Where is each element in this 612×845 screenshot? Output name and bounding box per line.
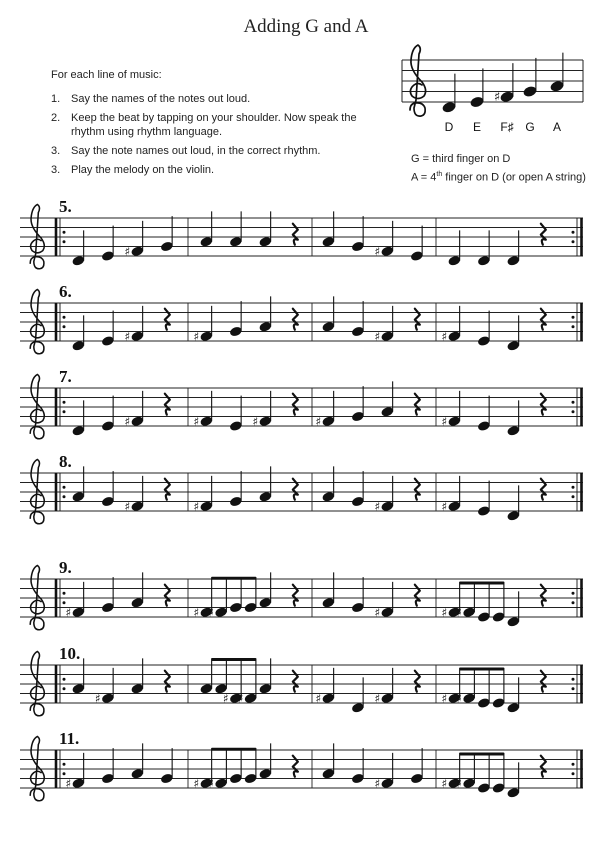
music-line xyxy=(20,367,583,439)
repeat-dot xyxy=(63,316,66,319)
quarter-rest xyxy=(541,756,546,777)
quarter-rest xyxy=(415,479,420,500)
sharp-sign: ♯ xyxy=(441,691,448,706)
quarter-rest xyxy=(293,479,298,500)
quarter-rest xyxy=(165,671,170,692)
line-number: 5. xyxy=(59,197,72,216)
music-line xyxy=(20,282,583,354)
reference-staff xyxy=(402,45,583,116)
instruction-item: 3. Play the melody on the violin. xyxy=(51,164,215,176)
sharp-sign: ♯ xyxy=(65,605,72,620)
sharp-sign: ♯ xyxy=(208,776,214,791)
quarter-rest xyxy=(541,394,546,415)
quarter-rest xyxy=(165,479,170,500)
note-label-e: E xyxy=(472,120,482,134)
music-line xyxy=(20,452,583,524)
repeat-dot xyxy=(63,601,66,604)
quarter-rest xyxy=(415,671,420,692)
instruction-item: 2. Keep the beat by tapping on your shoulder. Now speak the rhythm using rhythm language. xyxy=(51,112,357,138)
instructions-intro: For each line of music: xyxy=(51,69,162,81)
line-number: 7. xyxy=(59,367,72,386)
quarter-rest xyxy=(541,671,546,692)
sharp-sign: ♯ xyxy=(374,776,381,791)
quarter-rest xyxy=(541,309,546,330)
sharp-sign: ♯ xyxy=(208,605,214,620)
sharp-sign: ♯ xyxy=(124,244,131,259)
quarter-rest xyxy=(541,224,546,245)
repeat-dot xyxy=(63,401,66,404)
sharp-sign: ♯ xyxy=(441,329,448,344)
quarter-rest xyxy=(415,585,420,606)
sharp-sign: ♯ xyxy=(441,499,448,514)
page-title: Adding G and A xyxy=(243,16,369,37)
quarter-rest xyxy=(165,309,170,330)
sharp-sign: ♯ xyxy=(374,329,381,344)
repeat-dot xyxy=(572,410,575,413)
sharp-sign: ♯ xyxy=(222,691,229,706)
instruction-item: 1. Say the names of the notes out loud. xyxy=(51,93,251,105)
music-lines xyxy=(20,197,583,801)
repeat-dot xyxy=(572,763,575,766)
quarter-rest xyxy=(293,309,298,330)
quarter-rest xyxy=(415,394,420,415)
repeat-dot xyxy=(572,678,575,681)
sharp-sign: ♯ xyxy=(193,605,200,620)
repeat-dot xyxy=(572,495,575,498)
note-label-f-sharp: F♯ xyxy=(500,120,514,134)
line-number: 11. xyxy=(59,729,80,748)
quarter-rest xyxy=(165,394,170,415)
sharp-sign: ♯ xyxy=(237,691,244,706)
repeat-dot xyxy=(572,231,575,234)
sharp-sign: ♯ xyxy=(441,414,448,429)
instruction-item: 3. Say the note names out loud, in the correct rhythm. xyxy=(51,145,321,157)
repeat-dot xyxy=(572,601,575,604)
repeat-dot xyxy=(63,495,66,498)
sharp-sign: ♯ xyxy=(374,691,381,706)
repeat-dot xyxy=(63,325,66,328)
repeat-dot xyxy=(63,592,66,595)
repeat-dot xyxy=(572,325,575,328)
music-line xyxy=(20,644,583,716)
repeat-dot xyxy=(63,763,66,766)
sharp-sign: ♯ xyxy=(456,691,462,706)
repeat-dot xyxy=(63,678,66,681)
sharp-sign: ♯ xyxy=(456,776,462,791)
repeat-dot xyxy=(572,401,575,404)
fingering-a: A = 4th finger on D (or open A string) xyxy=(411,171,586,184)
repeat-dot xyxy=(572,486,575,489)
line-number: 8. xyxy=(59,452,72,471)
repeat-dot xyxy=(63,240,66,243)
repeat-dot xyxy=(572,316,575,319)
repeat-dot xyxy=(572,240,575,243)
sharp-sign: ♯ xyxy=(374,605,381,620)
sharp-sign: ♯ xyxy=(124,414,131,429)
music-line xyxy=(20,558,583,630)
repeat-dot xyxy=(63,231,66,234)
line-number: 6. xyxy=(59,282,72,301)
sharp-sign: ♯ xyxy=(493,89,501,105)
repeat-dot xyxy=(63,772,66,775)
sharp-sign: ♯ xyxy=(315,691,322,706)
sharp-sign: ♯ xyxy=(193,414,200,429)
note-label-d: D xyxy=(444,120,454,134)
quarter-rest xyxy=(541,585,546,606)
repeat-dot xyxy=(63,687,66,690)
quarter-rest xyxy=(293,585,298,606)
sharp-sign: ♯ xyxy=(193,776,200,791)
quarter-rest xyxy=(415,309,420,330)
sharp-sign: ♯ xyxy=(374,244,381,259)
sharp-sign: ♯ xyxy=(252,414,259,429)
sharp-sign: ♯ xyxy=(193,499,200,514)
sharp-sign: ♯ xyxy=(124,499,131,514)
quarter-rest xyxy=(165,585,170,606)
line-number: 10. xyxy=(59,644,81,663)
sharp-sign: ♯ xyxy=(124,329,131,344)
music-line xyxy=(20,729,583,801)
sharp-sign: ♯ xyxy=(315,414,322,429)
repeat-dot xyxy=(572,772,575,775)
note-label-g: G xyxy=(525,120,535,134)
quarter-rest xyxy=(293,756,298,777)
quarter-rest xyxy=(293,394,298,415)
quarter-rest xyxy=(541,479,546,500)
sharp-sign: ♯ xyxy=(193,329,200,344)
quarter-rest xyxy=(293,671,298,692)
repeat-dot xyxy=(63,486,66,489)
sharp-sign: ♯ xyxy=(374,499,381,514)
repeat-dot xyxy=(572,592,575,595)
quarter-rest xyxy=(293,224,298,245)
sharp-sign: ♯ xyxy=(456,605,462,620)
sharp-sign: ♯ xyxy=(441,776,448,791)
sharp-sign: ♯ xyxy=(94,691,101,706)
music-line xyxy=(20,197,583,269)
sharp-sign: ♯ xyxy=(441,605,448,620)
repeat-dot xyxy=(572,687,575,690)
sharp-sign: ♯ xyxy=(65,776,72,791)
line-number: 9. xyxy=(59,558,72,577)
repeat-dot xyxy=(63,410,66,413)
fingering-g: G = third finger on D xyxy=(411,153,511,165)
note-label-a: A xyxy=(552,120,562,134)
